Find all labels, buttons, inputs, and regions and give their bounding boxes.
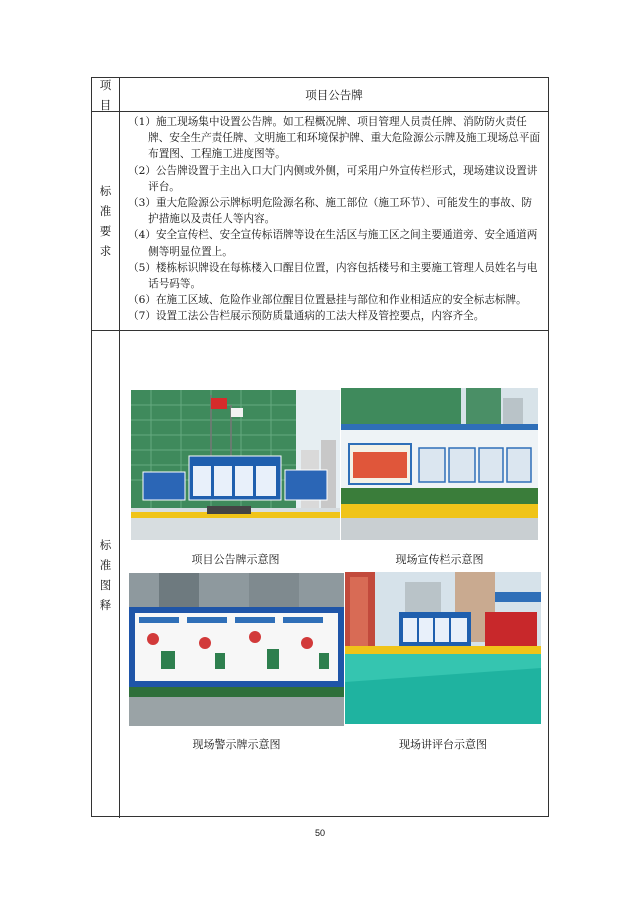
requirement-item [128, 308, 542, 324]
page-number: 50 [314, 828, 325, 838]
lecture-platform-photo [345, 572, 541, 724]
header-title-cell [120, 78, 548, 111]
notice-board-photo [131, 390, 340, 540]
requirement-text: 设置工法公告栏展示预防质量通病的工法大样及管控要点，内容齐全。 [155, 310, 485, 323]
requirement-text: 公告牌设置于主出入口大门内侧或外侧，可采用户外宣传栏形式，现场建议设置讲评台。 [148, 164, 538, 193]
header-title: 项目公告牌 [305, 87, 363, 102]
publicity-board-photo [341, 388, 538, 540]
header-row [92, 78, 548, 112]
requirement-number: （2） [128, 164, 156, 177]
caption-lecture-platform: 现场讲评台示意图 [399, 738, 487, 751]
header-label: 项目 [99, 77, 112, 112]
caption-warning-board: 现场警示牌示意图 [192, 738, 281, 751]
requirements-label: 标准要求 [99, 184, 112, 258]
requirement-number: （4） [128, 229, 156, 242]
requirement-item [128, 260, 542, 292]
requirements-label-cell [92, 112, 120, 330]
requirement-item [128, 195, 542, 227]
requirement-text: 施工现场集中设置公告牌。如工程概况牌、项目管理人员责任牌、消防防火责任牌、安全生产责任牌、文明施工和环境保护牌、重大危险源公示牌及施工现场总平面布置图、工程施工进度图等。 [148, 116, 541, 161]
requirement-number: （1） [128, 116, 156, 128]
requirement-item [128, 292, 542, 308]
requirement-text: 重大危险源公示牌标明危险源名称、施工部位（施工环节）、可能发生的事故、防护措施以及责任人等内容。 [148, 197, 533, 226]
figures-label: 标准图释 [99, 537, 112, 612]
requirement-number: （7） [128, 310, 156, 323]
requirement-item [128, 163, 542, 195]
caption-notice-board: 项目公告牌示意图 [191, 553, 280, 566]
requirements-content-cell [120, 112, 548, 330]
requirement-number: （5） [128, 261, 156, 274]
requirement-item [128, 227, 542, 259]
header-label-cell [92, 78, 120, 111]
figures-label-cell [92, 331, 120, 818]
requirement-text: 安全宣传栏、安全宣传标语牌等设在生活区与施工区之间主要通道旁、安全通道两侧等明显位置上。 [148, 229, 538, 258]
requirement-text: 在施工区域、危险作业部位醒目位置悬挂与部位和作业相适应的安全标志标牌。 [155, 294, 527, 307]
requirement-number: （6） [128, 294, 156, 307]
standard-requirements-row [92, 112, 548, 331]
requirement-number: （3） [128, 197, 156, 210]
requirements-list [120, 112, 548, 325]
requirement-text: 楼栋标识牌设在每栋楼入口醒目位置，内容包括楼号和主要施工管理人员姓名与电话号码等。 [148, 261, 538, 291]
requirement-item [128, 114, 542, 163]
caption-publicity-board: 现场宣传栏示意图 [395, 553, 484, 566]
warning-board-photo [129, 573, 344, 726]
